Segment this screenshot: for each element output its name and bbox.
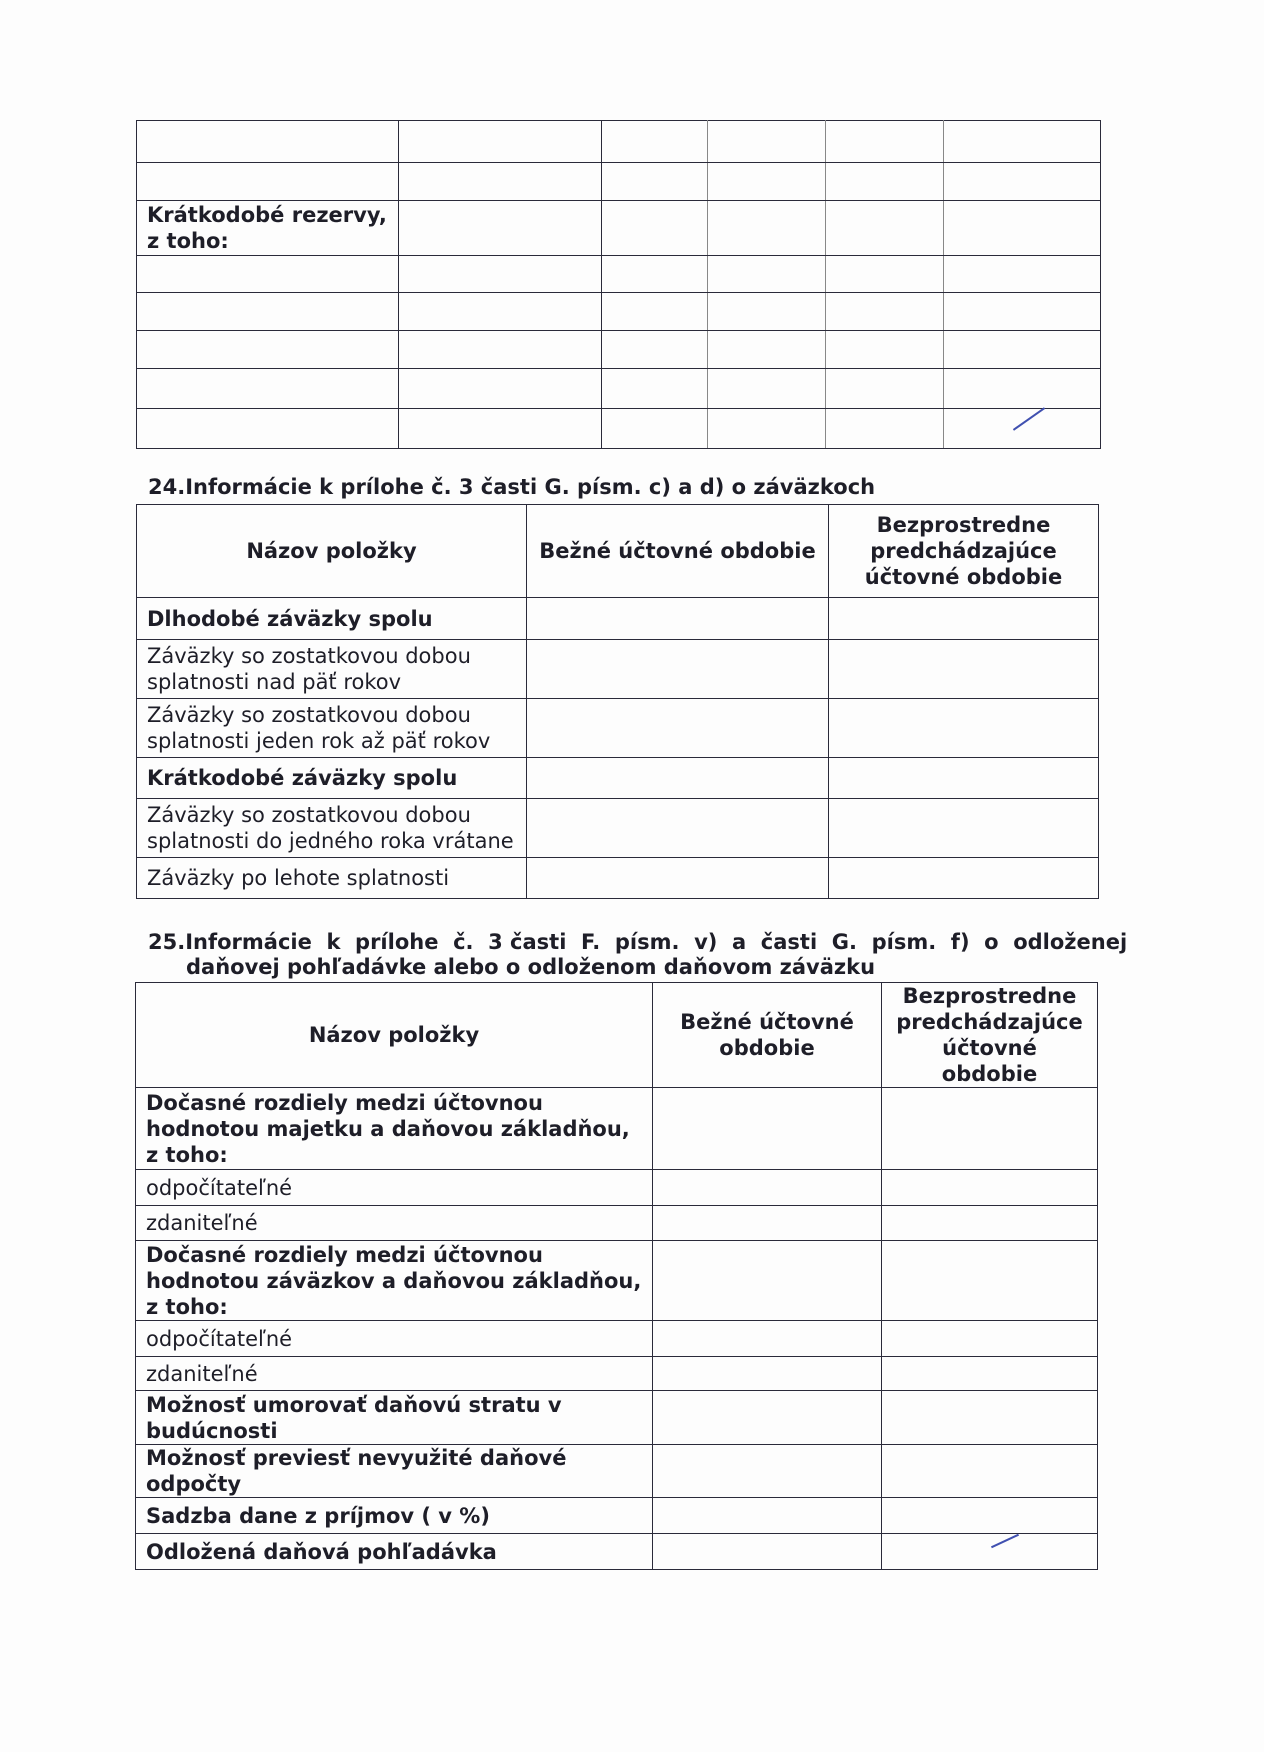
row-label: zdaniteľné — [136, 1357, 653, 1391]
table-row — [137, 256, 1101, 293]
header-row — [136, 983, 1098, 1088]
table-row — [137, 201, 1101, 256]
liabilities-table — [136, 504, 1099, 899]
section-24-title: 24.Informácie k prílohe č. 3 časti G. písm. c) a d) o záväzkoch — [148, 475, 876, 499]
header-item-name: Názov položky — [136, 983, 653, 1088]
row-label: Krátkodobé rezervy, z toho: — [137, 201, 399, 256]
row-label: Záväzky so zostatkovou dobou splatnosti do jedného roka vrátane — [137, 799, 527, 858]
row-label: Sadzba dane z príjmov ( v %) — [136, 1498, 653, 1534]
table-row — [136, 1391, 1098, 1445]
table-row — [136, 1170, 1098, 1206]
row-label: Záväzky po lehote splatnosti — [137, 858, 527, 899]
table-row — [136, 1088, 1098, 1170]
table-row — [136, 1241, 1098, 1321]
reserves-table — [136, 120, 1101, 449]
deferred-tax-table — [135, 982, 1098, 1570]
table-row — [136, 1534, 1098, 1570]
row-label: odpočítateľné — [136, 1321, 653, 1357]
row-label: Odložená daňová pohľadávka — [136, 1534, 653, 1570]
section-25-title-line1: 25.Informácie k prílohe č. 3 časti F. písm. v) a časti G. písm. f) o odloženej — [148, 930, 1128, 954]
table-row — [136, 1498, 1098, 1534]
table-row — [136, 1445, 1098, 1498]
header-row — [137, 505, 1099, 598]
table-row — [136, 1321, 1098, 1357]
row-label: Možnosť umorovať daňovú stratu v budúcnosti — [136, 1391, 653, 1445]
table-row — [136, 1357, 1098, 1391]
table-row — [137, 799, 1099, 858]
table-row — [136, 1206, 1098, 1241]
table-row — [137, 121, 1101, 163]
header-current-period: Bežné účtovné obdobie — [653, 983, 882, 1088]
section-25-title-line2: daňovej pohľadávke alebo o odloženom daňovom záväzku — [186, 955, 876, 979]
row-label: Dočasné rozdiely medzi účtovnou hodnotou majetku a daňovou základňou, z toho: — [136, 1088, 653, 1170]
header-previous-period: Bezprostredne predchádzajúce účtovné obdobie — [882, 983, 1098, 1088]
header-previous-period: Bezprostredne predchádzajúce účtovné obdobie — [829, 505, 1099, 598]
table-row — [137, 163, 1101, 201]
row-label: Záväzky so zostatkovou dobou splatnosti jeden rok až päť rokov — [137, 699, 527, 758]
row-label: Dočasné rozdiely medzi účtovnou hodnotou záväzkov a daňovou základňou, z toho: — [136, 1241, 653, 1321]
row-label: zdaniteľné — [136, 1206, 653, 1241]
table-row — [137, 640, 1099, 699]
table-row — [137, 858, 1099, 899]
table-row — [137, 758, 1099, 799]
row-label: Záväzky so zostatkovou dobou splatnosti nad päť rokov — [137, 640, 527, 699]
row-label: odpočítateľné — [136, 1170, 653, 1206]
table-row — [137, 598, 1099, 640]
header-item-name: Názov položky — [137, 505, 527, 598]
table-row — [137, 699, 1099, 758]
table-row — [137, 293, 1101, 331]
table-row — [137, 331, 1101, 369]
row-label: Krátkodobé záväzky spolu — [137, 758, 527, 799]
header-current-period: Bežné účtovné obdobie — [527, 505, 829, 598]
row-label: Možnosť previesť nevyužité daňové odpočty — [136, 1445, 653, 1498]
table-row — [137, 369, 1101, 409]
row-label: Dlhodobé záväzky spolu — [137, 598, 527, 640]
table-row — [137, 409, 1101, 449]
